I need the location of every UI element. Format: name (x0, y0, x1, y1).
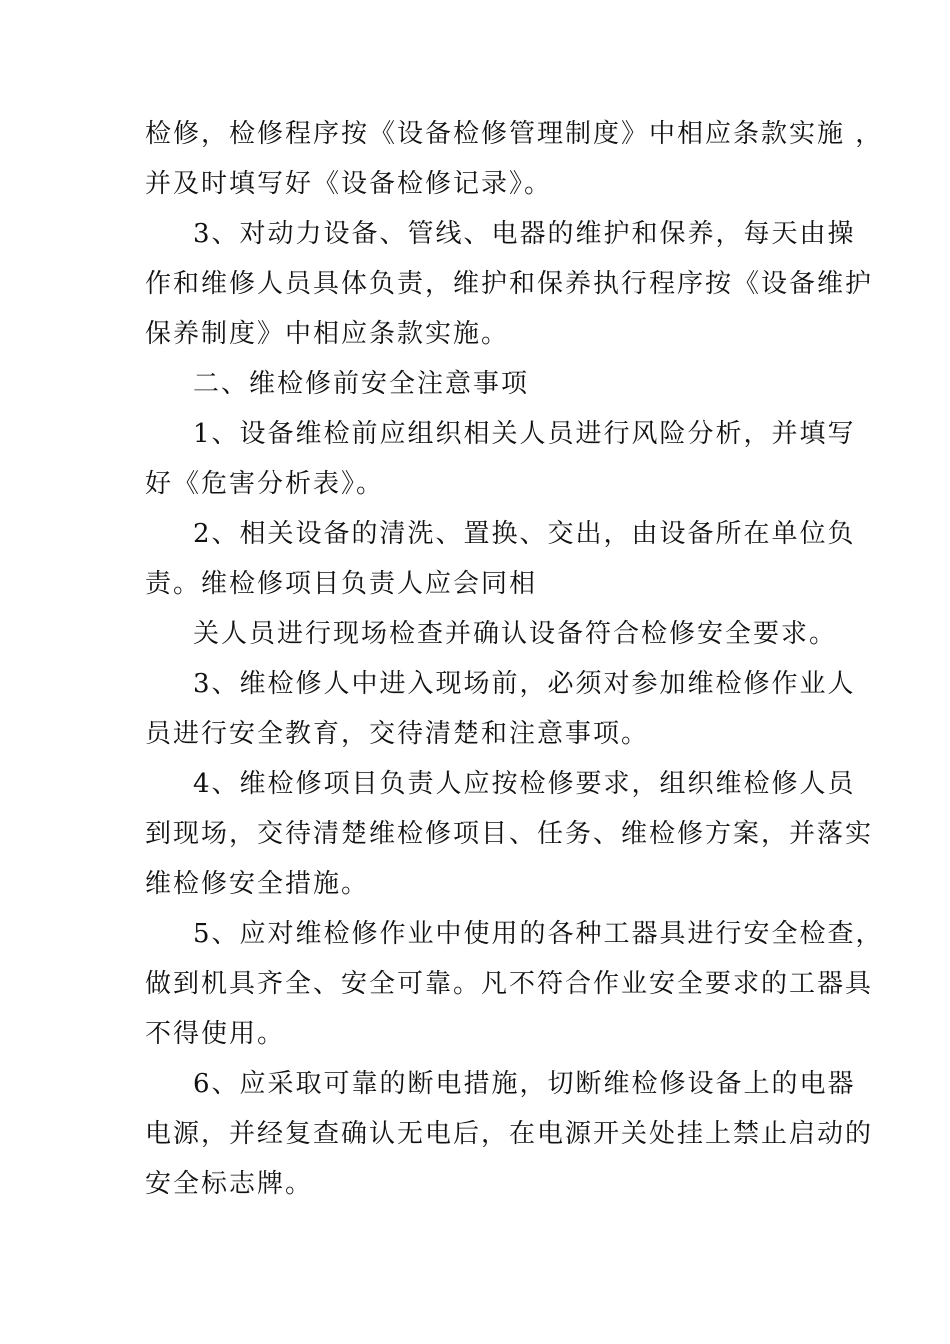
text-line: 关人员进行现场检查并确认设备符合检修安全要求。 (193, 619, 838, 649)
text-line: 并及时填写好《设备检修记录》。 (145, 169, 553, 199)
text-line: 安全标志牌。 (145, 1169, 314, 1199)
text-line: 5、应对维检修作业中使用的各种工器具进行安全检查， (193, 919, 884, 949)
text-line: 2、相关设备的清洗、置换、交出，由设备所在单位负 (193, 519, 856, 549)
text-line: 电源，并经复查确认无电后，在电源开关处挂上禁止启动的 (145, 1119, 874, 1149)
text-line: 维检修安全措施。 (145, 869, 370, 899)
text-line: 6、应采取可靠的断电措施，切断维检修设备上的电器 (193, 1069, 856, 1099)
text-line: 员进行安全教育，交待清楚和注意事项。 (145, 719, 650, 749)
section-heading: 二、维检修前安全注意事项 (193, 369, 530, 399)
text-line: 3、对动力设备、管线、电器的维护和保养，每天由操 (193, 219, 856, 249)
text-line: 4、维检修项目负责人应按检修要求，组织维检修人员 (193, 769, 856, 799)
text-line: 做到机具齐全、安全可靠。凡不符合作业安全要求的工器具 (145, 969, 874, 999)
text-line: 检修，检修程序按《设备检修管理制度》中相应条款实施 ， (145, 119, 884, 149)
text-line: 保养制度》中相应条款实施。 (145, 319, 510, 349)
text-line: 作和维修人员具体负责，维护和保养执行程序按《设备维护 (145, 269, 874, 299)
text-line: 1、设备维检前应组织相关人员进行风险分析，并填写 (193, 419, 856, 449)
text-line: 3、维检修人中进入现场前，必须对参加维检修作业人 (193, 669, 856, 699)
text-line: 责。维检修项目负责人应会同相 (145, 569, 538, 599)
text-line: 好《危害分析表》。 (145, 469, 385, 499)
text-line: 不得使用。 (145, 1019, 286, 1049)
text-line: 到现场，交待清楚维检修项目、任务、维检修方案，并落实 (145, 819, 874, 849)
